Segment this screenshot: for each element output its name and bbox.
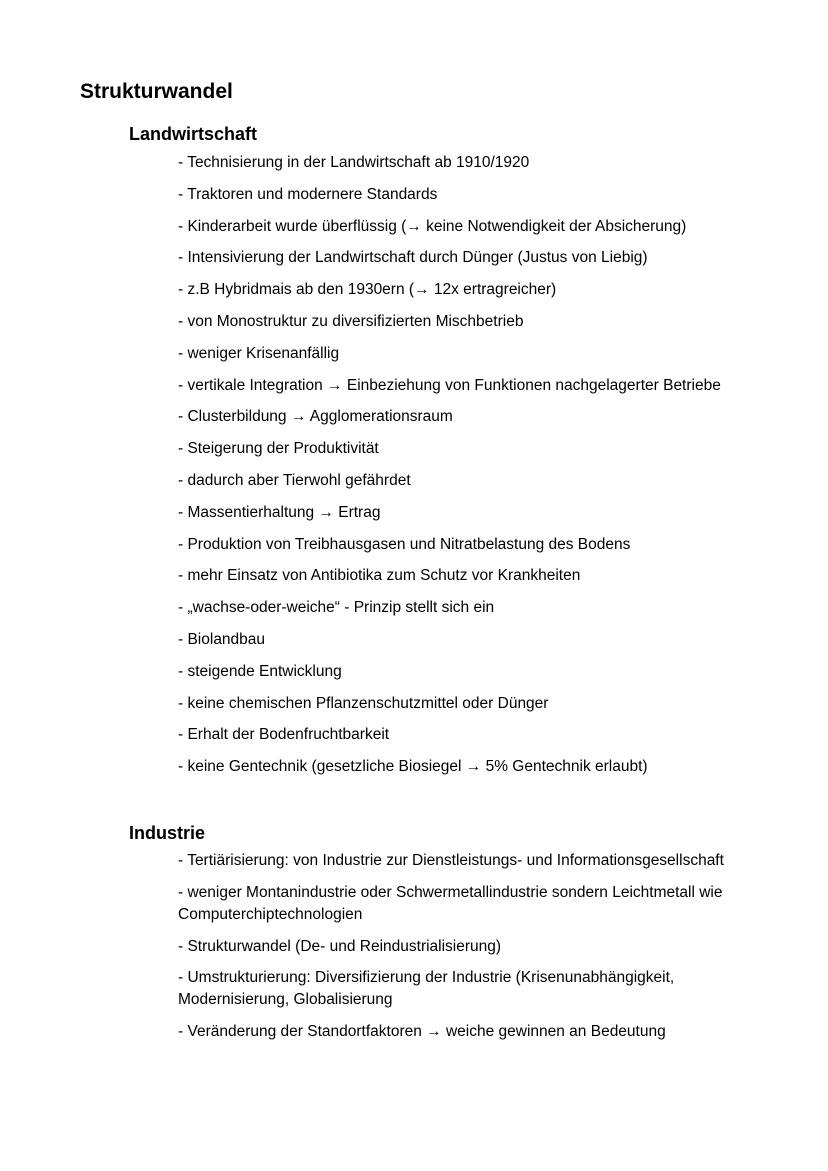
list-item: - z.B Hybridmais ab den 1930ern (→ 12x ertragreicher) (178, 281, 557, 299)
list-item: - Produktion von Treibhausgasen und Nitratbelastung des Bodens (178, 535, 631, 553)
list-item: - Clusterbildung → Agglomerationsraum (178, 408, 453, 426)
list-item: - Biolandbau (178, 630, 266, 648)
section-heading-industrie: Industrie (129, 823, 206, 843)
list-item: - weniger Montanindustrie oder Schwermetallindustrie sondern Leichtmetall wie Computerchiptechnologien (178, 883, 723, 923)
list-item: - mehr Einsatz von Antibiotika zum Schutz vor Krankheiten (178, 567, 581, 585)
list-item: - keine chemischen Pflanzenschutzmittel oder Dünger (178, 694, 549, 712)
list-item: - von Monostruktur zu diversifizierten Mischbetrieb (178, 312, 524, 330)
list-item: - Technisierung in der Landwirtschaft ab 1910/1920 (178, 154, 530, 171)
list-item: - steigende Entwicklung (178, 662, 342, 680)
list-item: - „wachse-oder-weiche“ - Prinzip stellt sich ein (178, 599, 495, 617)
page-title: Strukturwandel (80, 80, 233, 103)
list-item: - Tertiärisierung: von Industrie zur Dienstleistungs- und Informationsgesellschaft (178, 852, 724, 869)
bullet-list-industrie (178, 850, 758, 1053)
list-item: - dadurch aber Tierwohl gefährdet (178, 471, 411, 489)
list-item: - Intensivierung der Landwirtschaft durch Dünger (Justus von Liebig) (178, 249, 648, 267)
list-item: - Umstrukturierung: Diversifizierung der Industrie (Krisenunabhängigkeit, Modernisierung, Globalisierung (178, 969, 675, 1009)
list-item: - Erhalt der Bodenfruchtbarkeit (178, 726, 390, 744)
list-item: - Kinderarbeit wurde überflüssig (→ keine Notwendigkeit der Absicherung) (178, 217, 687, 235)
list-item: - Veränderung der Standortfaktoren → weiche gewinnen an Bedeutung (178, 1023, 666, 1041)
list-item: - vertikale Integration → Einbeziehung von Funktionen nachgelagerter Betriebe (178, 376, 721, 394)
section-heading-landwirtschaft: Landwirtschaft (129, 124, 258, 144)
list-item: - keine Gentechnik (gesetzliche Biosiegel → 5% Gentechnik erlaubt) (178, 758, 648, 776)
list-item: - Massentierhaltung → Ertrag (178, 503, 381, 521)
list-item: - Steigerung der Produktivität (178, 440, 379, 458)
list-item: - Strukturwandel (De- und Reindustrialisierung) (178, 937, 502, 955)
list-item: - Traktoren und modernere Standards (178, 185, 438, 203)
list-item: - weniger Krisenanfällig (178, 344, 340, 362)
bullet-list-landwirtschaft (178, 152, 758, 788)
